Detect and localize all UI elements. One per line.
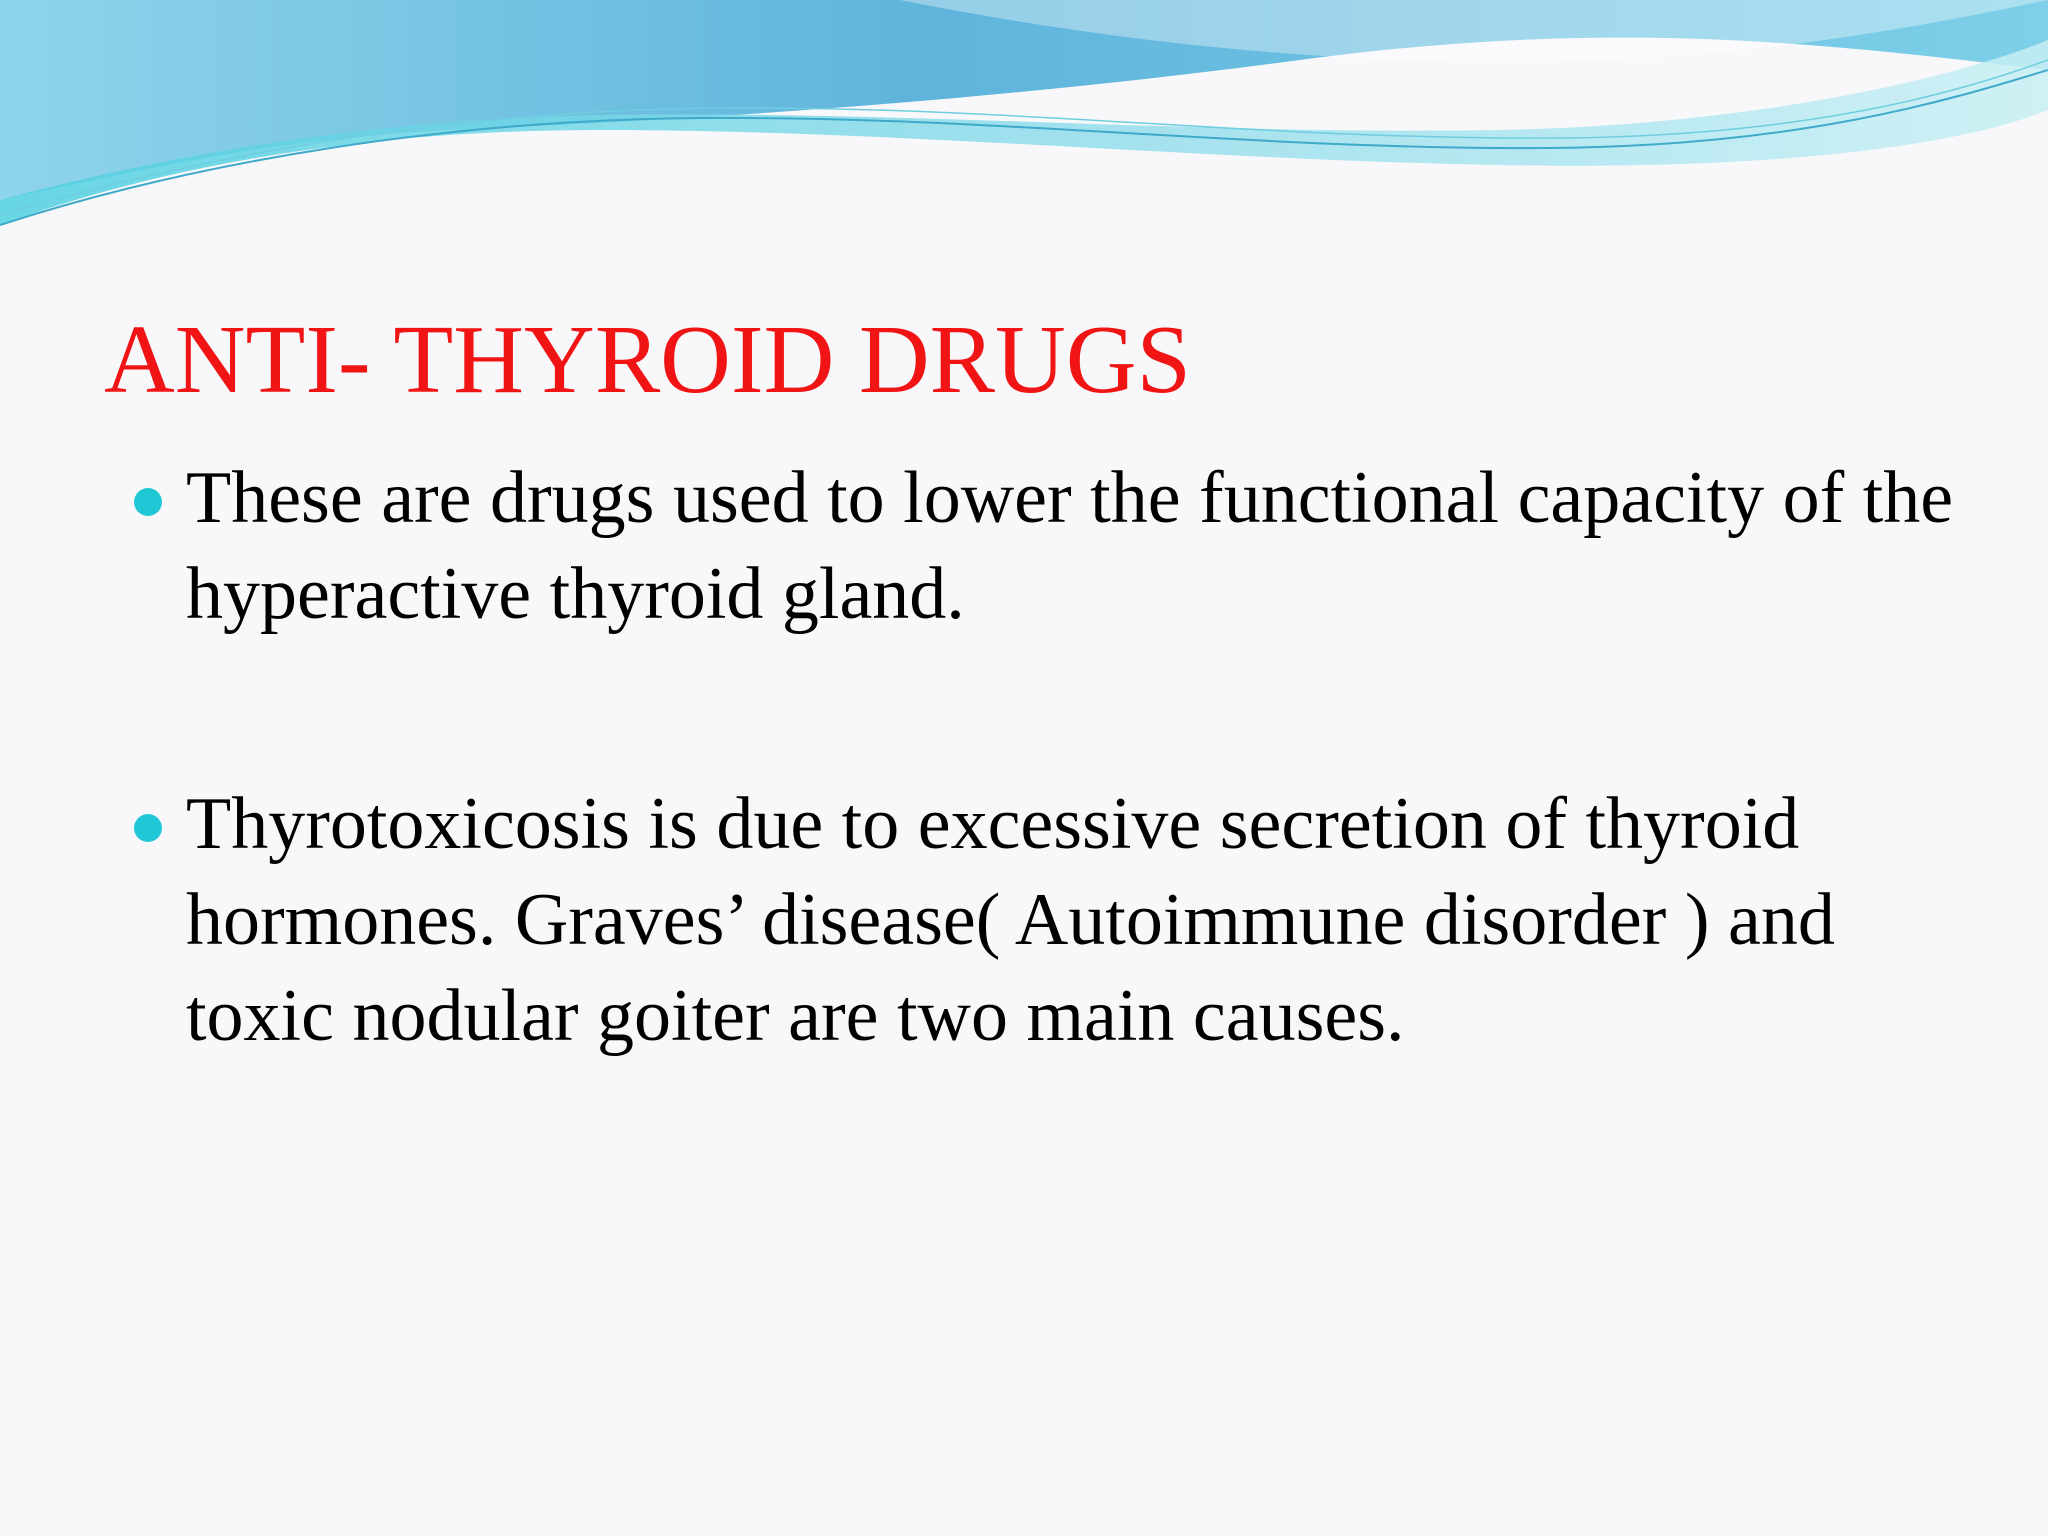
bullet-dot-icon <box>134 814 162 842</box>
wave-header-decoration <box>0 0 2048 260</box>
bullet-text: These are drugs used to lower the functional capacity of the hyperactive thyroid gland. <box>186 457 1954 635</box>
bullet-text: Thyrotoxicosis is due to excessive secretion of thyroid hormones. Graves’ disease( Autoimmune disorder ) and toxic nodular goiter are two main causes. <box>186 783 1835 1057</box>
bullet-item <box>186 450 1986 642</box>
bullet-dot-icon <box>134 488 162 516</box>
bullet-item <box>186 776 1986 1064</box>
slide-title: ANTI- THYROID DRUGS <box>104 306 1192 414</box>
